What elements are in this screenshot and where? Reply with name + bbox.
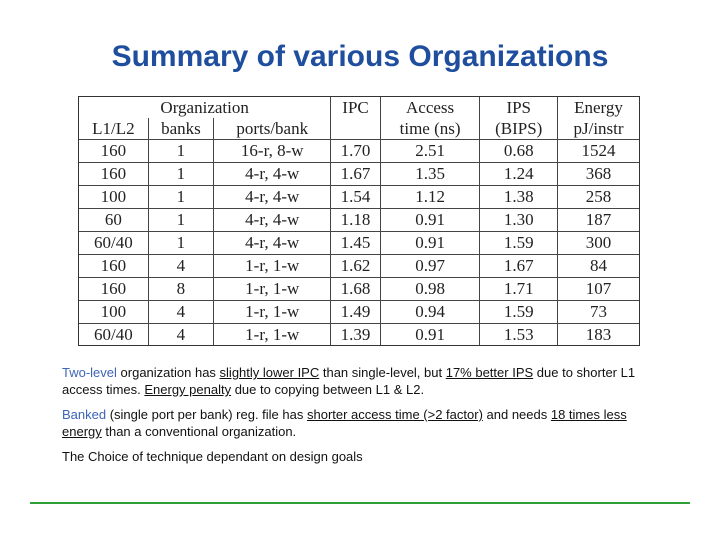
table-row bbox=[79, 140, 639, 163]
cell-l1l2: 60 bbox=[79, 209, 148, 232]
header-blank bbox=[331, 118, 380, 140]
cell-l1l2: 160 bbox=[79, 255, 148, 278]
paragraph-banked: Banked (single port per bank) reg. file has shorter access time (>2 factor) and needs 18 times less energy than a conventional organization. bbox=[62, 407, 627, 439]
cell-l1l2: 100 bbox=[79, 301, 148, 324]
cell-banks: 1 bbox=[148, 163, 213, 186]
cell-ips: 0.68 bbox=[480, 140, 558, 163]
cell-energy: 368 bbox=[558, 163, 639, 186]
cell-banks: 4 bbox=[148, 301, 213, 324]
cell-l1l2: 100 bbox=[79, 186, 148, 209]
paragraph-two-level: Two-level organization has slightly lower IPC than single-level, but 17% better IPS due to shorter L1 access times. Energy penalty due to copying between L1 & L2. bbox=[62, 365, 636, 397]
header-ports: ports/bank bbox=[214, 118, 331, 140]
cell-access: 0.97 bbox=[380, 255, 480, 278]
cell-ips: 1.30 bbox=[480, 209, 558, 232]
cell-ipc: 1.18 bbox=[331, 209, 380, 232]
cell-energy: 258 bbox=[558, 186, 639, 209]
cell-ips: 1.24 bbox=[480, 163, 558, 186]
cell-access: 0.91 bbox=[380, 324, 480, 347]
table-row bbox=[79, 186, 639, 209]
cell-l1l2: 60/40 bbox=[79, 324, 148, 347]
cell-banks: 4 bbox=[148, 324, 213, 347]
header-ips: IPS bbox=[480, 97, 558, 118]
table-row bbox=[79, 301, 639, 324]
cell-ipc: 1.68 bbox=[331, 278, 380, 301]
cell-ports: 1-r, 1-w bbox=[214, 324, 331, 347]
cell-ipc: 1.62 bbox=[331, 255, 380, 278]
cell-ips: 1.59 bbox=[480, 232, 558, 255]
table-row bbox=[79, 324, 639, 347]
cell-access: 0.91 bbox=[380, 232, 480, 255]
header-energy-unit: pJ/instr bbox=[558, 118, 639, 140]
table-row bbox=[79, 163, 639, 186]
cell-l1l2: 160 bbox=[79, 278, 148, 301]
cell-ports: 4-r, 4-w bbox=[214, 186, 331, 209]
cell-energy: 183 bbox=[558, 324, 639, 347]
footer-divider bbox=[30, 502, 690, 504]
cell-ipc: 1.67 bbox=[331, 163, 380, 186]
cell-access: 0.94 bbox=[380, 301, 480, 324]
cell-energy: 107 bbox=[558, 278, 639, 301]
header-energy: Energy bbox=[558, 97, 639, 118]
emphasis-energy-penalty: Energy penalty bbox=[144, 382, 232, 397]
header-organization: Organization bbox=[160, 98, 249, 117]
table-row bbox=[79, 209, 639, 232]
emphasis-better-ips: 17% better IPS bbox=[445, 365, 534, 380]
cell-l1l2: 160 bbox=[79, 163, 148, 186]
cell-access: 1.12 bbox=[380, 186, 480, 209]
cell-energy: 300 bbox=[558, 232, 639, 255]
emphasis-lower-ipc: slightly lower IPC bbox=[219, 365, 320, 380]
cell-ips: 1.67 bbox=[480, 255, 558, 278]
cell-l1l2: 60/40 bbox=[79, 232, 148, 255]
cell-l1l2: 160 bbox=[79, 140, 148, 163]
term-two-level: Two-level bbox=[62, 365, 117, 380]
cell-access: 0.98 bbox=[380, 278, 480, 301]
cell-ips: 1.59 bbox=[480, 301, 558, 324]
cell-banks: 1 bbox=[148, 140, 213, 163]
paragraph-choice: The Choice of technique dependant on design goals bbox=[62, 449, 363, 464]
header-access-unit: time (ns) bbox=[380, 118, 480, 140]
cell-access: 1.35 bbox=[380, 163, 480, 186]
cell-banks: 1 bbox=[148, 209, 213, 232]
cell-access: 0.91 bbox=[380, 209, 480, 232]
cell-ipc: 1.54 bbox=[331, 186, 380, 209]
table-row bbox=[79, 232, 639, 255]
emphasis-access-time: shorter access time (>2 factor) bbox=[306, 407, 483, 422]
cell-ipc: 1.39 bbox=[331, 324, 380, 347]
cell-ipc: 1.45 bbox=[331, 232, 380, 255]
emphasis-less-energy: 18 times less energy bbox=[62, 407, 627, 439]
cell-banks: 4 bbox=[148, 255, 213, 278]
header-l1l2: L1/L2 bbox=[92, 119, 135, 138]
cell-ports: 1-r, 1-w bbox=[214, 255, 331, 278]
cell-ips: 1.38 bbox=[480, 186, 558, 209]
cell-energy: 187 bbox=[558, 209, 639, 232]
cell-banks: 1 bbox=[148, 232, 213, 255]
cell-ipc: 1.70 bbox=[331, 140, 380, 163]
cell-banks: 1 bbox=[148, 186, 213, 209]
cell-energy: 84 bbox=[558, 255, 639, 278]
cell-ports: 16-r, 8-w bbox=[214, 140, 331, 163]
table-row bbox=[79, 278, 639, 301]
cell-ports: 4-r, 4-w bbox=[214, 209, 331, 232]
cell-ports: 4-r, 4-w bbox=[214, 163, 331, 186]
cell-ports: 1-r, 1-w bbox=[214, 301, 331, 324]
cell-energy: 73 bbox=[558, 301, 639, 324]
cell-ips: 1.71 bbox=[480, 278, 558, 301]
term-banked: Banked bbox=[62, 407, 107, 422]
header-access: Access bbox=[380, 97, 480, 118]
cell-ips: 1.53 bbox=[480, 324, 558, 347]
header-ipc: IPC bbox=[331, 97, 380, 118]
cell-ports: 4-r, 4-w bbox=[214, 232, 331, 255]
header-banks: banks bbox=[148, 118, 213, 140]
slide-title: Summary of various Organizations bbox=[111, 40, 609, 73]
cell-energy: 1524 bbox=[558, 140, 639, 163]
header-ips-unit: (BIPS) bbox=[480, 118, 558, 140]
table-row bbox=[79, 255, 639, 278]
cell-ports: 1-r, 1-w bbox=[214, 278, 331, 301]
summary-table bbox=[78, 96, 640, 346]
cell-access: 2.51 bbox=[380, 140, 480, 163]
cell-ipc: 1.49 bbox=[331, 301, 380, 324]
cell-banks: 8 bbox=[148, 278, 213, 301]
